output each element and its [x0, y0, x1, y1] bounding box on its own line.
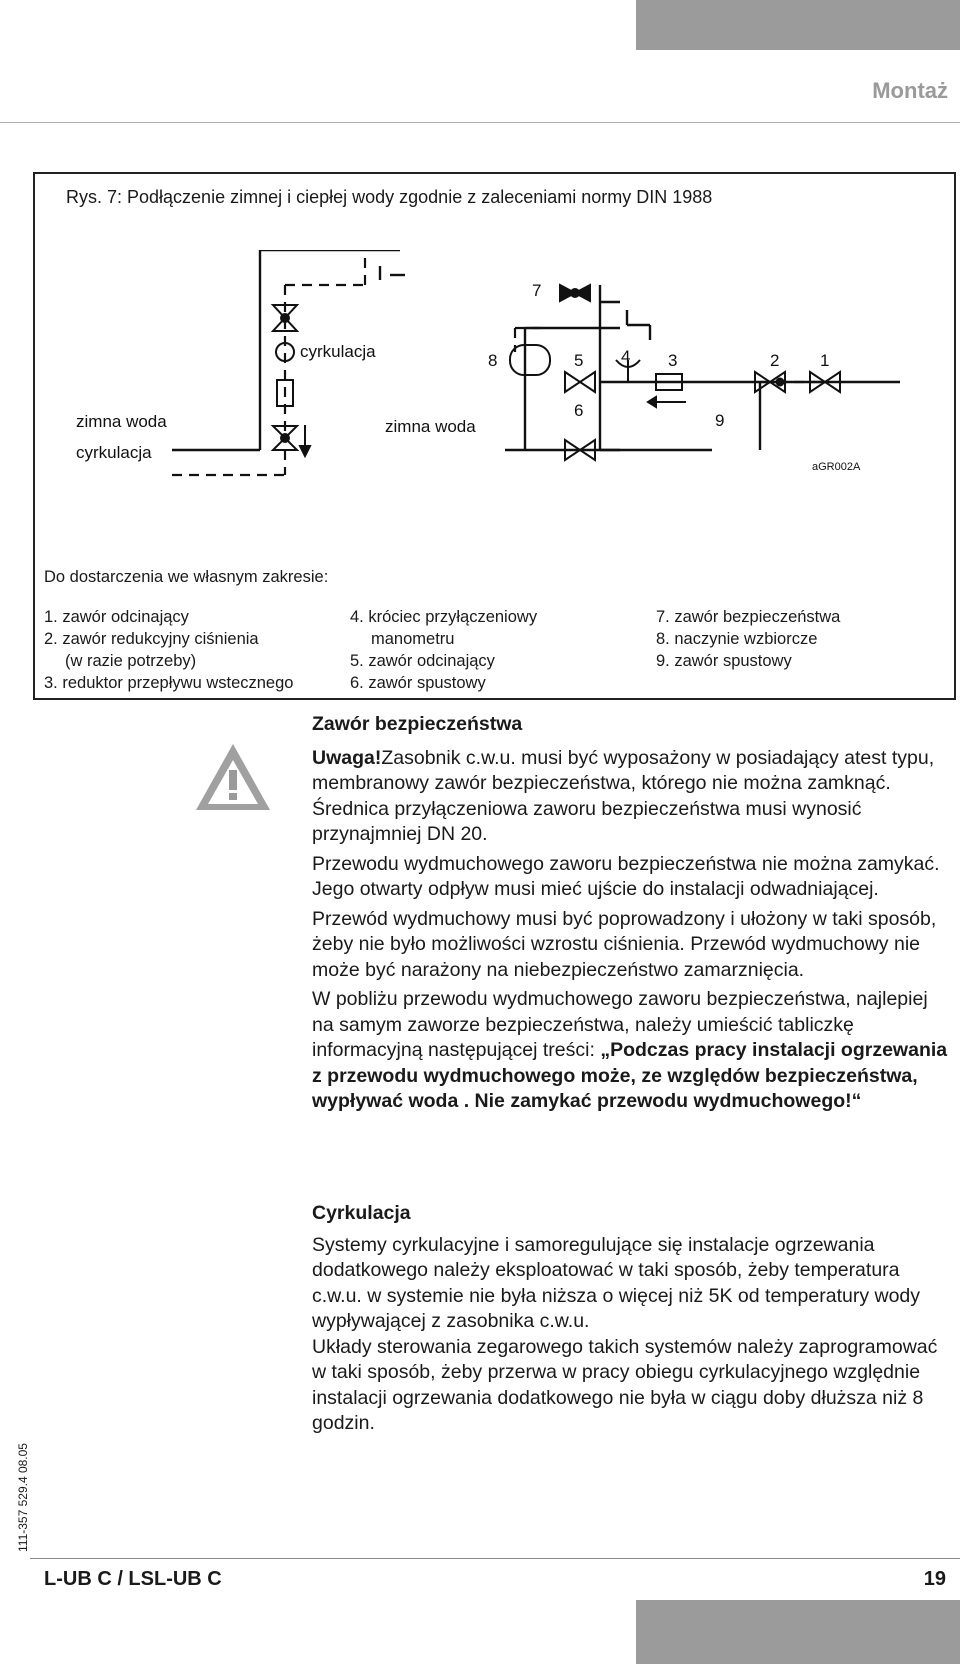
figure-code: aGR002A [812, 461, 861, 473]
circulation-paragraph-2: Układy sterowania zegarowego takich systemów należy zaprogramować w taki sposób, żeby przerwa w pracy obiegu cyrkulacyjnego względnie instalacji ogrzewania dodatkowego nie była w ciągu doby dłuższa niż 8 godzin. [312, 1335, 938, 1434]
label-num-5: 5 [574, 351, 584, 370]
label-cyrkulacja-top: cyrkulacja [300, 342, 376, 361]
parts-item: 2. zawór redukcyjny ciśnienia [44, 630, 259, 648]
parts-item: 6. zawór spustowy [350, 674, 486, 692]
label-cyrkulacja-left: cyrkulacja [76, 443, 152, 462]
warning-label: Uwaga! [312, 746, 382, 769]
label-zimna-woda-mid: zimna woda [385, 417, 476, 436]
parts-list-col-1 [44, 606, 293, 694]
scope-title: Do dostarczenia we własnym zakresie: [44, 568, 329, 586]
plumbing-diagram [60, 250, 930, 510]
footer-model: L-UB C / LSL-UB C [44, 1568, 222, 1590]
label-zimna-woda-left: zimna woda [76, 412, 167, 431]
header-tab [636, 0, 960, 50]
circulation-section [312, 1201, 952, 1437]
document-code: 111-357 529.4 08.05 [16, 1443, 30, 1552]
page-number: 19 [923, 1568, 946, 1590]
circulation-paragraph-1: Systemy cyrkulacyjne i samoregulujące się instalacje ogrzewania dodatkowego należy eksploatować w taki sposób, żeby temperatura c.w.u. w systemie nie była niższa o więcej niż 5K od temperatury wody wypływającej z zasobnika c.w.u. [312, 1233, 921, 1332]
label-num-2: 2 [770, 351, 780, 370]
label-num-4: 4 [621, 347, 631, 366]
parts-item: (w razie potrzeby) [65, 652, 197, 670]
parts-item: 8. naczynie wzbiorcze [656, 630, 818, 648]
parts-item: 5. zawór odcinający [350, 652, 495, 670]
label-num-6: 6 [574, 401, 584, 420]
parts-item: 3. reduktor przepływu wstecznego [44, 674, 294, 692]
safety-valve-section [312, 712, 952, 1115]
label-num-9: 9 [715, 411, 725, 430]
header-divider [0, 122, 960, 123]
section-title: Montaż [872, 78, 948, 103]
parts-item: 7. zawór bezpieczeństwa [656, 608, 841, 626]
footer-tab [636, 1600, 960, 1664]
warning-icon [192, 740, 274, 814]
safety-paragraph-1: Uwaga!Zasobnik c.w.u. musi być wyposażony w posiadający atest typu, membranowy zawór bezpieczeństwa, którego nie można zamknąć. Średnica przyłączeniowa zaworu bezpieczeństwa musi wynosić przynajmniej DN 20. [312, 746, 935, 845]
parts-item: manometru [371, 630, 455, 648]
parts-item: 4. króciec przyłączeniowy [350, 608, 538, 626]
circulation-heading: Cyrkulacja [312, 1202, 411, 1224]
footer-divider [30, 1558, 960, 1559]
parts-item: 1. zawór odcinający [44, 608, 189, 626]
label-num-8: 8 [488, 351, 498, 370]
parts-list-col-2 [350, 606, 537, 694]
parts-item: 9. zawór spustowy [656, 652, 792, 670]
label-num-7: 7 [532, 281, 542, 300]
parts-list-col-3 [656, 606, 840, 672]
label-num-3: 3 [668, 351, 678, 370]
safety-paragraph-2: Przewodu wydmuchowego zaworu bezpieczeństwa nie można zamykać. Jego otwarty odpływ musi mieć ujście do instalacji odwadniającej. [312, 852, 940, 900]
label-num-1: 1 [820, 351, 830, 370]
safety-valve-heading: Zawór bezpieczeństwa [312, 713, 523, 735]
safety-paragraph-3: Przewód wydmuchowy musi być poprowadzony i ułożony w taki sposób, żeby nie było możliwości wzrostu ciśnienia. Przewód wydmuchowy nie może być narażony na niebezpieczeństwo zamarznięcia. [312, 907, 937, 981]
safety-paragraph-4: W pobliżu przewodu wydmuchowego zaworu bezpieczeństwa, najlepiej na samym zaworze bezpieczeństwa, należy umieścić tabliczkę informacyjną następującej treści: „Podczas pracy instalacji ogrzewania z przewodu wydmuchowego może, ze względów bezpieczeństwa, wypływać woda . Nie zamykać przewodu wydmuchowego!“ [312, 988, 948, 1112]
safety-notice-text: „Podczas pracy instalacji ogrzewania z przewodu wydmuchowego może, ze względów bezpieczeństwa, wypływać woda . Nie zamykać przewodu wydmuchowego!“ [312, 1039, 948, 1112]
figure-caption: Rys. 7: Podłączenie zimnej i ciepłej wody zgodnie z zaleceniami normy DIN 1988 [66, 187, 713, 207]
